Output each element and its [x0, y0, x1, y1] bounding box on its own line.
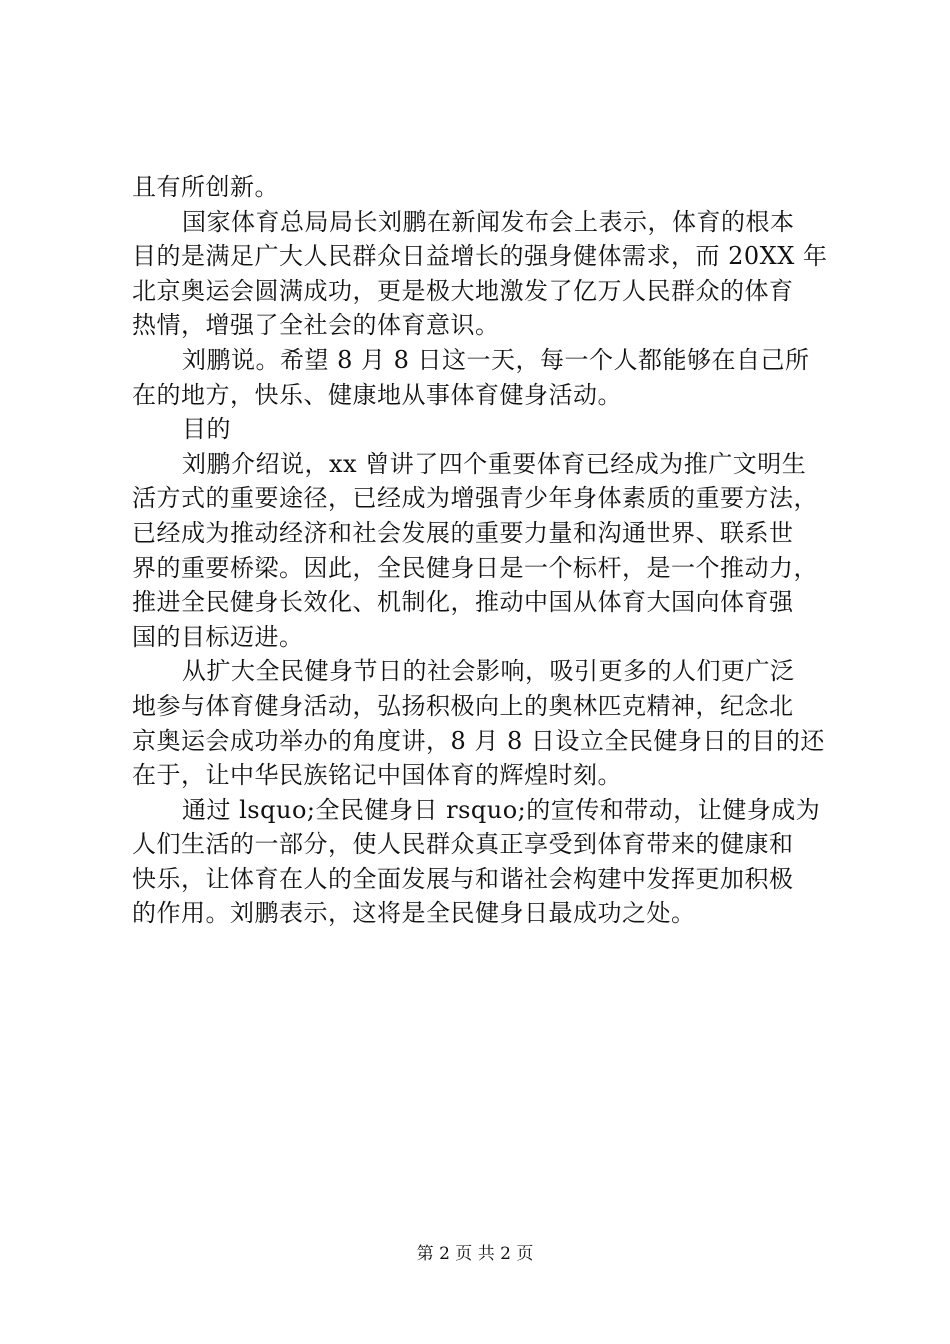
page-footer — [0, 1242, 950, 1266]
text-line: 刘鹏说。希望 8 月 8 日这一天，每一个人都能够在自己所 — [182, 345, 810, 374]
text-line: 已经成为推动经济和社会发展的重要力量和沟通世界、联系世 — [132, 518, 794, 547]
text-line: 的作用。刘鹏表示，这将是全民健身日最成功之处。 — [132, 899, 696, 928]
text-line: 京奥运会成功举办的角度讲，8 月 8 日设立全民健身日的目的还 — [132, 726, 825, 755]
text-line: 目的是满足广大人民群众日益增长的强身健体需求，而 20XX 年 — [132, 242, 828, 271]
text-line: 北京奥运会圆满成功，更是极大地激发了亿万人民群众的体育 — [132, 276, 794, 305]
text-line: 热情，增强了全社会的体育意识。 — [132, 311, 500, 340]
text-line: 国的目标迈进。 — [132, 622, 304, 651]
text-line: 且有所创新。 — [132, 173, 279, 201]
page-number-label: 第 2 页 共 2 页 — [416, 1244, 534, 1264]
text-line: 活方式的重要途径，已经成为增强青少年身体素质的重要方法， — [132, 484, 818, 513]
text-line: 快乐，让体育在人的全面发展与和谐社会构建中发挥更加积极 — [132, 864, 794, 893]
text-line: 在的地方，快乐、健康地从事体育健身活动。 — [132, 380, 622, 409]
document-body — [132, 170, 832, 931]
section-heading: 目的 — [182, 415, 231, 444]
text-line: 推进全民健身长效化、机制化，推动中国从体育大国向体育强 — [132, 588, 794, 617]
text-line: 国家体育总局局长刘鹏在新闻发布会上表示，体育的根本 — [182, 207, 795, 236]
text-line: 通过 lsquo;全民健身日 rsquo;的宣传和带动，让健身成为 — [182, 795, 821, 824]
text-line: 地参与体育健身活动，弘扬积极向上的奥林匹克精神，纪念北 — [132, 691, 794, 720]
text-line: 在于，让中华民族铭记中国体育的辉煌时刻。 — [132, 761, 622, 790]
text-line: 从扩大全民健身节日的社会影响，吸引更多的人们更广泛 — [182, 657, 795, 686]
text-line: 人们生活的一部分，使人民群众真正享受到体育带来的健康和 — [132, 830, 794, 859]
text-line: 界的重要桥梁。因此，全民健身日是一个标杆，是一个推动力， — [132, 553, 818, 582]
text-line: 刘鹏介绍说，xx 曾讲了四个重要体育已经成为推广文明生 — [182, 449, 807, 478]
